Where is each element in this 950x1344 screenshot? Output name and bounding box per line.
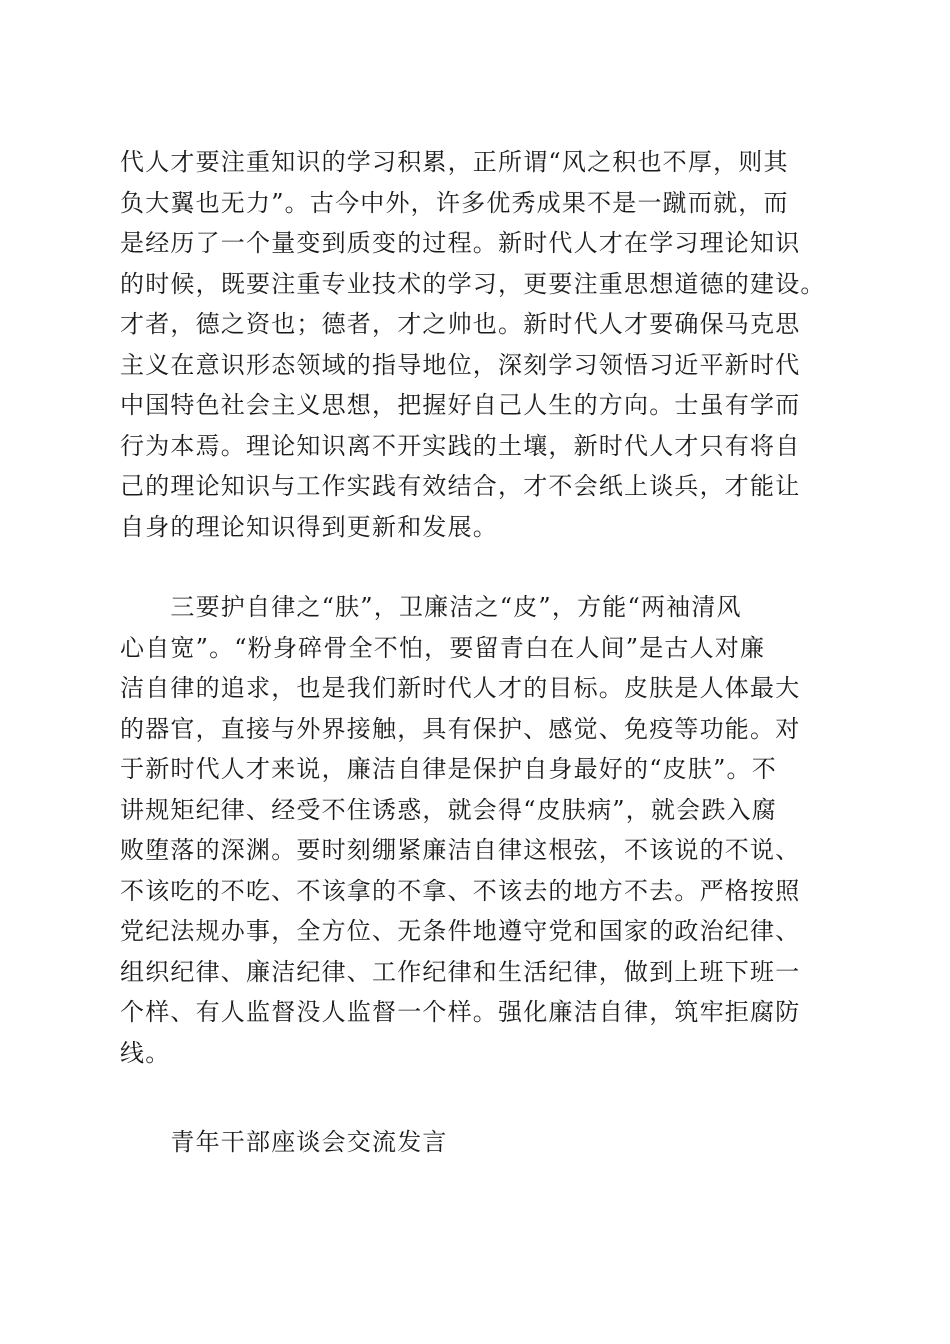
closing-line: 青年干部座谈会交流发言 — [120, 1128, 448, 1156]
text-line: 的器官，直接与外界接触，具有保护、感觉、免疫等功能。对 — [120, 714, 801, 743]
paragraph-self-discipline — [120, 587, 840, 1073]
text-line: 线。 — [120, 1038, 171, 1067]
text-line: 个样、有人监督没人监督一个样。强化廉洁自律，筑牢拒腐防 — [120, 998, 801, 1026]
text-line: 自身的理论知识得到更新和发展。 — [120, 512, 498, 541]
closing-title — [120, 1122, 840, 1163]
text-line: 组织纪律、廉洁纪律、工作纪律和生活纪律，做到上班下班一 — [120, 957, 801, 986]
text-line: 心自宽”。“粉身碎骨全不怕，要留青白在人间”是古人对廉 — [120, 633, 766, 662]
text-line: 才者，德之资也；德者，才之帅也。新时代人才要确保马克思 — [120, 310, 801, 338]
text-line: 主义在意识形态领域的指导地位，深刻学习领悟习近平新时代 — [120, 350, 801, 379]
text-line: 是经历了一个量变到质变的过程。新时代人才在学习理论知识 — [120, 229, 801, 257]
text-line: 行为本焉。理论知识离不开实践的土壤，新时代人才只有将自 — [120, 431, 801, 460]
text-line: 洁自律的追求，也是我们新时代人才的目标。皮肤是人体最大 — [120, 674, 801, 702]
text-line: 讲规矩纪律、经受不住诱惑，就会得“皮肤病”，就会跌入腐 — [120, 795, 777, 824]
text-line: 不该吃的不吃、不该拿的不拿、不该去的地方不去。严格按照 — [120, 876, 801, 905]
text-line: 党纪法规办事，全方位、无条件地遵守党和国家的政治纪律、 — [120, 917, 801, 945]
text-line: 的时候，既要注重专业技术的学习，更要注重思想道德的建设。 — [120, 269, 826, 298]
text-line: 三要护自律之“肤”，卫廉洁之“皮”，方能“两袖清风 — [120, 593, 742, 621]
text-line: 负大翼也无力”。古今中外，许多优秀成果不是一蹴而就，而 — [120, 188, 789, 217]
text-line: 败堕落的深渊。要时刻绷紧廉洁自律这根弦，不该说的不说、 — [120, 836, 801, 864]
text-line: 代人才要注重知识的学习积累，正所谓“风之积也不厚，则其 — [120, 148, 789, 176]
paragraph-knowledge — [120, 142, 840, 547]
text-line: 己的理论知识与工作实践有效结合，才不会纸上谈兵，才能让 — [120, 472, 801, 500]
text-line: 中国特色社会主义思想，把握好自己人生的方向。士虽有学而 — [120, 391, 801, 419]
text-line: 于新时代人才来说，廉洁自律是保护自身最好的“皮肤”。不 — [120, 755, 777, 783]
